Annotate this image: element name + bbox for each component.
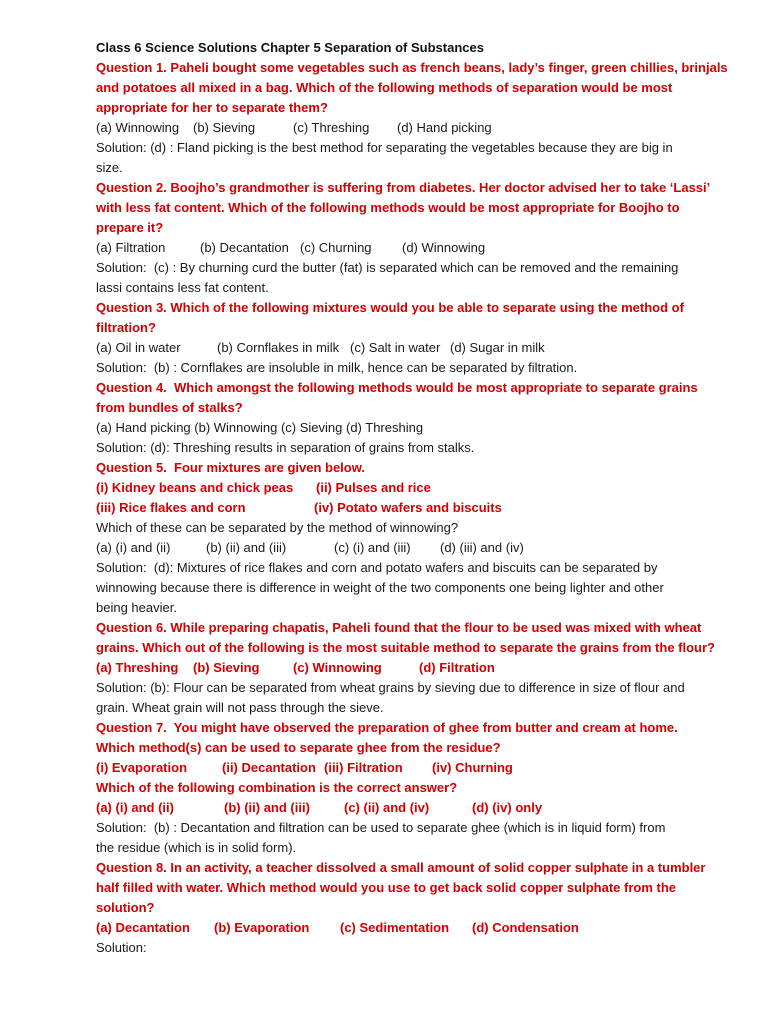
option: (c) (i) and (iii) [334,540,411,555]
question-1-line-2: and potatoes all mixed in a bag. Which of the following methods of separation would be most [96,80,673,95]
solution-4-line-1: Solution: (d): Threshing results in separation of grains from stalks. [96,440,475,455]
question-1-options [96,118,736,138]
question-5-mixtures-row-2 [96,498,736,518]
option: (d) Hand picking [397,120,492,135]
mixture-item: (iv) Potato wafers and biscuits [314,500,502,515]
option: (a) (i) and (ii) [96,540,171,555]
question-1-line-1: Question 1. Paheli bought some vegetables such as french beans, lady’s finger, green chillies, brinjals [96,60,728,75]
question-5-mixtures-row-1 [96,478,736,498]
solution-7-line-1: Solution: (b) : Decantation and filtration can be used to separate ghee (which is in liquid form) from [96,820,666,835]
option: (c) Churning [300,240,372,255]
solution-2-line-2: lassi contains less fat content. [96,280,269,295]
question-8-line-2: half filled with water. Which method would you use to get back solid copper sulphate from the [96,880,676,895]
question-4-line-2: from bundles of stalks? [96,400,243,415]
option: (b) Cornflakes in milk [217,340,340,355]
question-5-options [96,538,736,558]
question-2-options [96,238,736,258]
option: (d) Winnowing [402,240,486,255]
option: (a) Filtration [96,240,166,255]
solution-7-line-2: the residue (which is in solid form). [96,840,297,855]
option: (b) Sieving [193,660,260,675]
option: (c) (ii) and (iv) [344,800,430,815]
solution-6-line-1: Solution: (b): Flour can be separated from wheat grains by sieving due to difference in size of flour and [96,680,685,695]
question-7-line-1: Question 7. You might have observed the preparation of ghee from butter and cream at home. [96,720,678,735]
question-3-line-2: filtration? [96,320,156,335]
question-6-line-2: grains. Which out of the following is the most suitable method to separate the grains from the flour? [96,640,715,655]
option: (b) Evaporation [214,920,310,935]
option: (d) Sugar in milk [450,340,545,355]
question-7-methods [96,758,736,778]
solution-1-line-2: size. [96,160,123,175]
solution-5-line-3: being heavier. [96,600,177,615]
option: (a) Threshing [96,660,179,675]
question-4-options: (a) Hand picking (b) Winnowing (c) Sieving (d) Threshing [96,420,424,435]
method-item: (iv) Churning [432,760,513,775]
method-item: (ii) Decantation [222,760,316,775]
question-7-combination: Which of the following combination is the correct answer? [96,780,458,795]
option: (c) Threshing [293,120,370,135]
mixture-item: (iii) Rice flakes and corn [96,500,246,515]
question-6-options [96,658,736,678]
mixture-item: (ii) Pulses and rice [316,480,431,495]
option: (a) (i) and (ii) [96,800,174,815]
question-8-options [96,918,736,938]
option: (d) Condensation [472,920,579,935]
solution-5-line-1: Solution: (d): Mixtures of rice flakes and corn and potato wafers and biscuits can be separated by [96,560,658,575]
solution-1-line-1: Solution: (d) : Fland picking is the best method for separating the vegetables because they are big in [96,140,673,155]
method-item: (iii) Filtration [324,760,403,775]
question-5-prompt: Which of these can be separated by the method of winnowing? [96,520,459,535]
question-2-line-2: with less fat content. Which of the following methods would be most appropriate for Boojho to [96,200,680,215]
option: (c) Sedimentation [340,920,450,935]
question-1-line-3: appropriate for her to separate them? [96,100,328,115]
option: (c) Salt in water [350,340,441,355]
document-page [96,38,736,958]
solution-2-line-1: Solution: (c) : By churning curd the butter (fat) is separated which can be removed and the remaining [96,260,679,275]
option: (c) Winnowing [293,660,382,675]
option: (b) (ii) and (iii) [224,800,310,815]
option: (b) Sieving [193,120,256,135]
option: (a) Winnowing [96,120,180,135]
question-5-line-1: Question 5. Four mixtures are given below. [96,460,365,475]
mixture-item: (i) Kidney beans and chick peas [96,480,294,495]
question-7-line-2: Which method(s) can be used to separate ghee from the residue? [96,740,501,755]
solution-8-line-1: Solution: [96,940,147,955]
question-2-line-3: prepare it? [96,220,164,235]
question-8-line-1: Question 8. In an activity, a teacher dissolved a small amount of solid copper sulphate in a tumbler [96,860,706,875]
solution-3-line-1: Solution: (b) : Cornflakes are insoluble in milk, hence can be separated by filtration. [96,360,578,375]
question-3-options [96,338,736,358]
method-item: (i) Evaporation [96,760,188,775]
document-title: Class 6 Science Solutions Chapter 5 Separation of Substances [96,40,484,55]
solution-5-line-2: winnowing because there is difference in weight of the two components one being lighter and other [96,580,664,595]
option: (d) Filtration [419,660,495,675]
option: (a) Decantation [96,920,190,935]
solution-6-line-2: grain. Wheat grain will not pass through the sieve. [96,700,384,715]
option: (b) (ii) and (iii) [206,540,287,555]
question-7-options [96,798,736,818]
question-8-line-3: solution? [96,900,155,915]
question-2-line-1: Question 2. Boojho’s grandmother is suffering from diabetes. Her doctor advised her to take ‘Lassi’ [96,180,711,195]
option: (b) Decantation [200,240,289,255]
question-6-line-1: Question 6. While preparing chapatis, Paheli found that the flour to be used was mixed with wheat [96,620,702,635]
option: (d) (iii) and (iv) [440,540,524,555]
option: (a) Oil in water [96,340,181,355]
question-3-line-1: Question 3. Which of the following mixtures would you be able to separate using the method of [96,300,684,315]
option: (d) (iv) only [472,800,543,815]
question-4-line-1: Question 4. Which amongst the following methods would be most appropriate to separate grains [96,380,698,395]
